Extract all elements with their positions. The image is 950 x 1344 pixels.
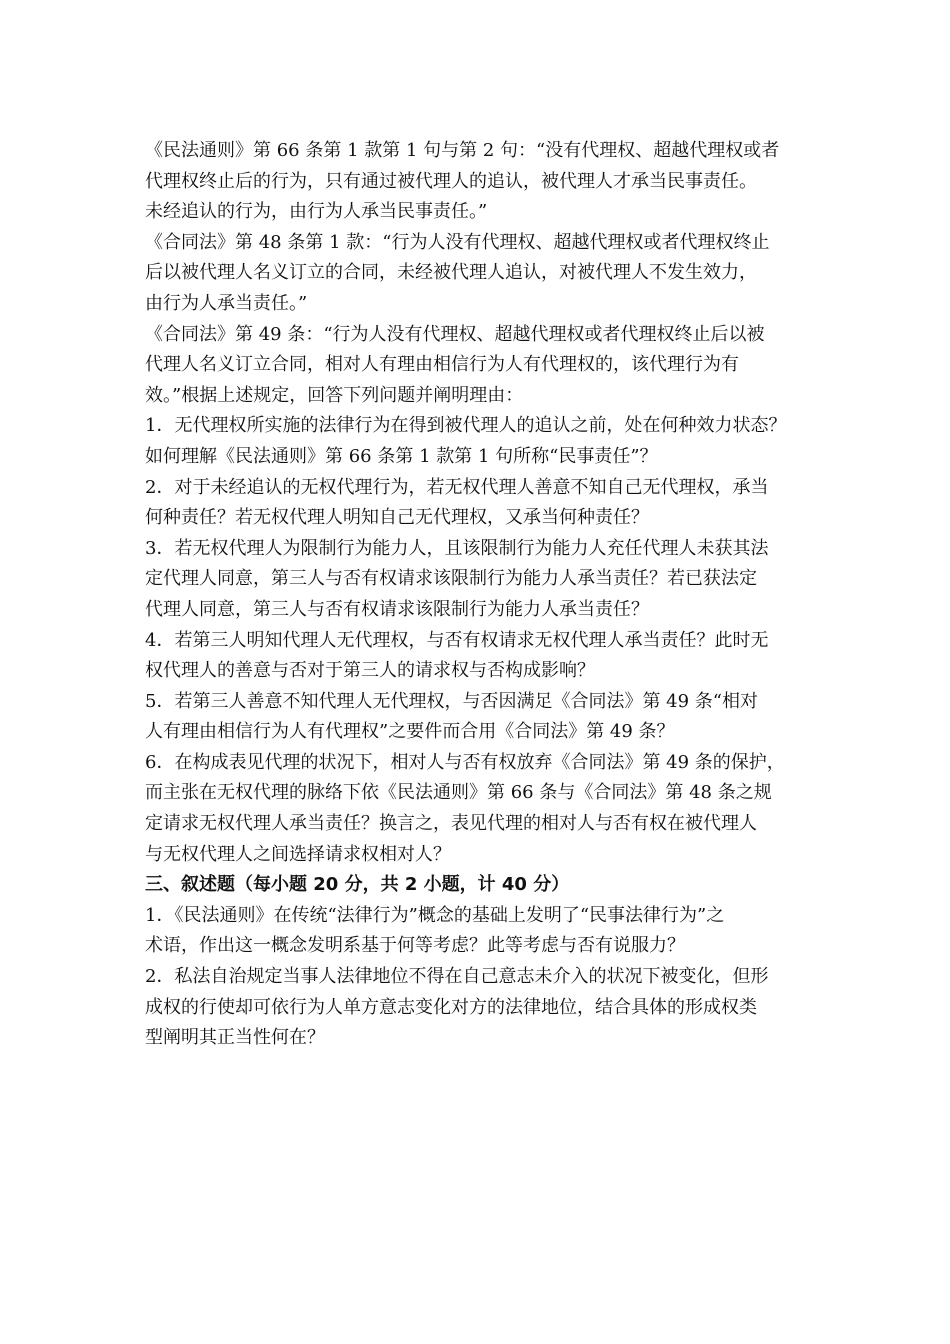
text-line: 由行为人承当责任。”	[145, 292, 308, 314]
question-line: 2．对于未经追认的无权代理行为，若无权代理人善意不知自己无代理权，承当	[145, 476, 769, 498]
document-body	[145, 136, 810, 1054]
question-line: 2．私法自治规定当事人法律地位不得在自己意志未介入的状况下被变化，但形	[145, 966, 769, 988]
question-line: 成权的行使却可依行为人单方意志变化对方的法律地位，结合具体的形成权类	[145, 996, 757, 1018]
question-line: 如何理解《民法通则》第 66 条第 1 款第 1 句所称“民事责任”？	[145, 445, 658, 467]
question-line: 1．《民法通则》在传统“法律行为”概念的基础上发明了“民事法律行为”之	[145, 904, 725, 926]
text-line: 效。”根据上述规定，回答下列问题并阐明理由：	[145, 384, 524, 406]
text-line: 代理权终止后的行为，只有通过被代理人的追认，被代理人才承当民事责任。	[145, 170, 757, 192]
question-line: 定请求无权代理人承当责任？换言之，表见代理的相对人与否有权在被代理人	[145, 813, 757, 835]
text-line: 《民法通则》第 66 条第 1 款第 1 句与第 2 句：“没有代理权、超越代理权或者	[145, 140, 780, 161]
text-line: 《合同法》第 48 条第 1 款：“行为人没有代理权、超越代理权或者代理权终止	[145, 231, 770, 253]
question-line: 与无权代理人之间选择请求权相对人？	[145, 843, 451, 865]
text-line: 后以被代理人名义订立的合同，未经被代理人追认，对被代理人不发生效力，	[145, 262, 757, 284]
question-line: 定代理人同意，第三人与否有权请求该限制行为能力人承当责任？若已获法定	[145, 568, 757, 590]
question-line: 代理人同意，第三人与否有权请求该限制行为能力人承当责任？	[145, 598, 649, 620]
question-line: 权代理人的善意与否对于第三人的请求权与否构成影响？	[145, 660, 595, 682]
question-line: 1．无代理权所实施的法律行为在得到被代理人的追认之前，处在何种效力状态？	[145, 415, 787, 437]
section-heading: 三、叙述题（每小题 20 分，共 2 小题，计 40 分）	[145, 874, 570, 896]
question-line: 5．若第三人善意不知代理人无代理权，与否因满足《合同法》第 49 条“相对	[145, 690, 758, 712]
question-line: 人有理由相信行为人有代理权”之要件而合用《合同法》第 49 条？	[145, 721, 675, 743]
question-line: 何种责任？若无权代理人明知自己无代理权，又承当何种责任？	[145, 507, 649, 529]
text-line: 《合同法》第 49 条：“行为人没有代理权、超越代理权或者代理权终止后以被	[145, 323, 765, 345]
question-line: 3．若无权代理人为限制行为能力人，且该限制行为能力人充任代理人未获其法	[145, 537, 769, 559]
text-line: 未经追认的行为，由行为人承当民事责任。”	[145, 201, 488, 223]
question-line: 4．若第三人明知代理人无代理权，与否有权请求无权代理人承当责任？此时无	[145, 629, 769, 651]
question-line: 术语，作出这一概念发明系基于何等考虑？此等考虑与否有说服力？	[145, 935, 685, 957]
text-line: 代理人名义订立合同，相对人有理由相信行为人有代理权的，该代理行为有	[145, 354, 739, 376]
question-line: 6．在构成表见代理的状况下，相对人与否有权放弃《合同法》第 49 条的保护，	[145, 751, 785, 773]
question-line: 而主张在无权代理的脉络下依《民法通则》第 66 条与《合同法》第 48 条之规	[145, 782, 772, 804]
question-line: 型阐明其正当性何在？	[145, 1027, 325, 1049]
